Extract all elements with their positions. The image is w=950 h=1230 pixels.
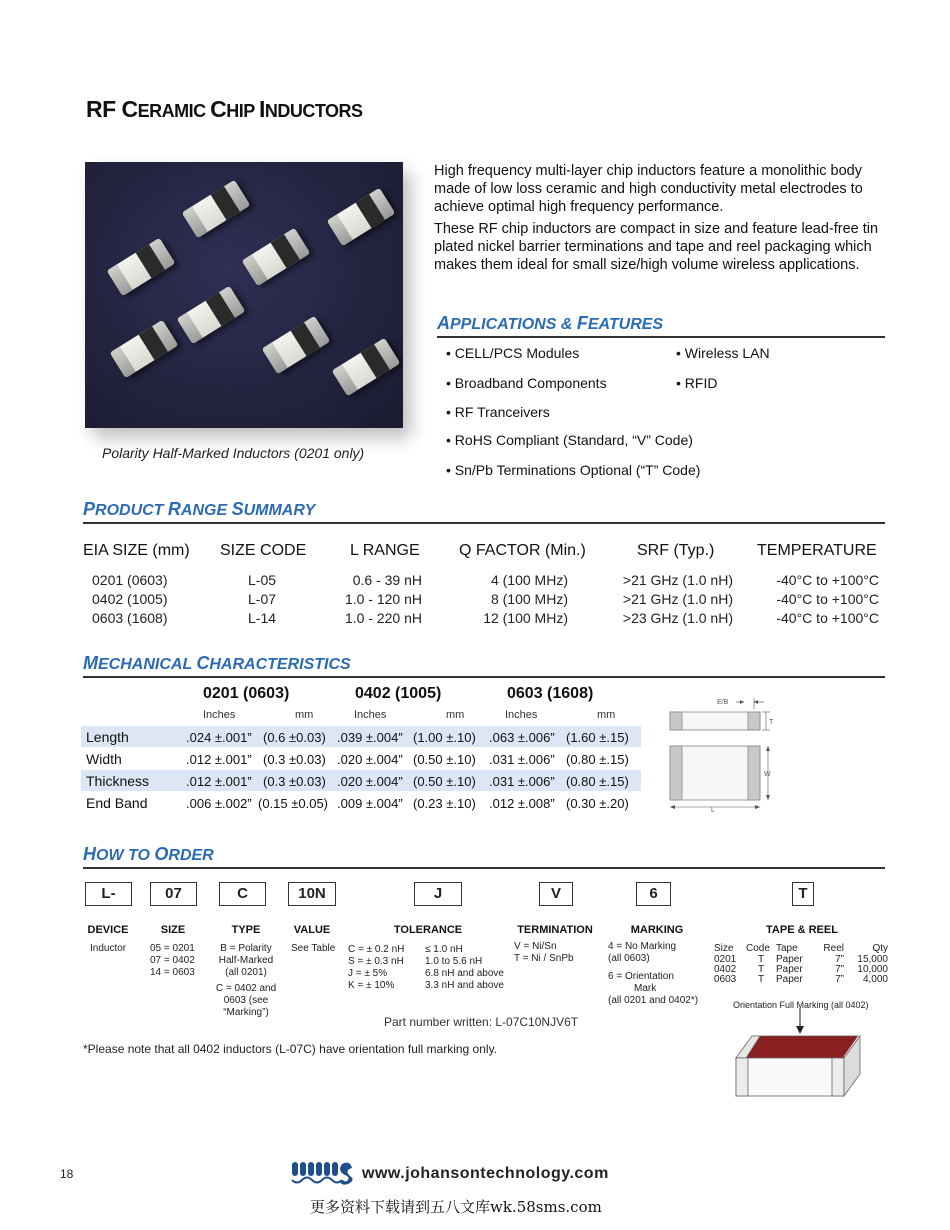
table-cell: (0.80 ±.15) bbox=[566, 774, 629, 789]
feature-item: • RFID bbox=[676, 375, 718, 391]
table-cell: .012 ±.008” bbox=[489, 796, 555, 811]
order-heading: HOW TO ORDER bbox=[83, 844, 214, 864]
unit-label: mm bbox=[295, 709, 314, 721]
unit-label: Inches bbox=[505, 709, 538, 721]
column-header: Q FACTOR (Min.) bbox=[459, 542, 586, 559]
table-cell: .009 ±.004” bbox=[337, 796, 403, 811]
order-label: TOLERANCE bbox=[393, 924, 463, 936]
column-header: TEMPERATURE bbox=[757, 542, 877, 559]
diagram-label-t: T bbox=[769, 719, 774, 726]
tape-reel-row: 0402 T Paper 7” 10,000 bbox=[714, 964, 888, 975]
table-cell: >21 GHz (1.0 nH) bbox=[622, 572, 733, 588]
diagram-label-l: L bbox=[711, 807, 715, 814]
section-divider bbox=[437, 336, 885, 338]
table-cell: (0.50 ±.10) bbox=[413, 752, 476, 767]
column-header: L RANGE bbox=[350, 542, 420, 559]
row-label: End Band bbox=[86, 795, 148, 811]
table-cell: (1.00 ±.10) bbox=[413, 730, 476, 745]
chip-image bbox=[262, 316, 330, 374]
table-cell: .020 ±.004” bbox=[337, 774, 403, 789]
tape-reel-row: 0201 T Paper 7” 15,000 bbox=[714, 954, 888, 965]
johanson-logo-icon bbox=[290, 1158, 356, 1190]
chip-image bbox=[182, 180, 250, 238]
row-label: Thickness bbox=[86, 773, 150, 789]
table-cell: 1.0 - 220 nH bbox=[344, 610, 422, 626]
table-cell: .031 ±.006” bbox=[489, 752, 555, 767]
intro-text bbox=[434, 162, 890, 278]
chip-image bbox=[177, 286, 245, 344]
table-cell: (0.3 ±0.03) bbox=[263, 774, 326, 789]
size-header: 0603 (1608) bbox=[507, 685, 594, 702]
size-header: 0201 (0603) bbox=[203, 685, 290, 702]
page-title: RF CERAMIC CHIP INDUCTORS bbox=[86, 96, 363, 122]
table-cell: -40°C to +100°C bbox=[776, 591, 879, 607]
unit-label: Inches bbox=[203, 709, 236, 721]
table-cell: L-07 bbox=[248, 591, 277, 607]
unit-label: mm bbox=[446, 709, 465, 721]
table-cell: 0603 (1608) bbox=[92, 610, 168, 626]
product-photo bbox=[85, 162, 403, 428]
type-codes: B = Polarity Half-Marked (all 0201) C = 0402 and 0603 (see “Marking”) bbox=[215, 943, 277, 1018]
section-divider bbox=[83, 867, 885, 869]
unit-label: Inches bbox=[354, 709, 387, 721]
table-cell: (0.30 ±.20) bbox=[566, 796, 629, 811]
part-number-example: Part number written: L-07C10NJV6T bbox=[384, 1015, 579, 1029]
order-label: DEVICE bbox=[87, 924, 129, 936]
tolerance-codes: C = ± 0.2 nH S = ± 0.3 nH J = ± 5% K = ± 10% bbox=[348, 944, 405, 991]
table-cell: .039 ±.004” bbox=[337, 730, 403, 745]
table-cell: 0.6 - 39 nH bbox=[352, 572, 422, 588]
feature-item: • CELL/PCS Modules bbox=[446, 345, 580, 361]
marking-codes: 4 = No Marking (all 0603) 6 = Orientation Mark (all 0201 and 0402*) bbox=[608, 941, 699, 1006]
code-box-type: C bbox=[219, 882, 266, 906]
table-cell: (0.23 ±.10) bbox=[413, 796, 476, 811]
code-box-marking: 6 bbox=[636, 882, 671, 906]
table-cell: .012 ±.001” bbox=[186, 752, 252, 767]
intro-paragraph: High frequency multi-layer chip inductors feature a monolithic body made of low loss ceramic and high conductivity metal electrodes to achieve optimal high frequency performance. bbox=[434, 163, 863, 215]
table-cell: .012 ±.001” bbox=[186, 774, 252, 789]
size-header: 0402 (1005) bbox=[355, 685, 442, 702]
table-cell: L-05 bbox=[248, 572, 277, 588]
value-desc: See Table bbox=[291, 943, 336, 954]
chip-image bbox=[242, 228, 310, 286]
order-label: TYPE bbox=[231, 924, 261, 936]
code-box-size: 07 bbox=[150, 882, 197, 906]
section-divider bbox=[83, 522, 885, 524]
feature-item: • RoHS Compliant (Standard, “V” Code) bbox=[446, 432, 693, 448]
feature-item: • Broadband Components bbox=[446, 375, 607, 391]
chip-image bbox=[327, 188, 395, 246]
feature-item: • Wireless LAN bbox=[676, 345, 770, 361]
photo-caption: Polarity Half-Marked Inductors (0201 only) bbox=[102, 445, 365, 461]
order-label: VALUE bbox=[293, 924, 331, 936]
watermark-text: 更多资料下载请到五八文库wk.58sms.com bbox=[310, 1198, 602, 1216]
table-cell: -40°C to +100°C bbox=[776, 610, 879, 626]
applications-heading: APPLICATIONS & FEATURES bbox=[437, 313, 664, 333]
chip-image bbox=[110, 320, 178, 378]
table-cell: 0402 (1005) bbox=[92, 591, 168, 607]
column-header: SRF (Typ.) bbox=[637, 542, 715, 559]
table-cell: .006 ±.002” bbox=[186, 796, 252, 811]
table-cell: (0.15 ±0.05) bbox=[258, 796, 329, 811]
table-cell: 12 (100 MHz) bbox=[483, 610, 568, 626]
code-box-termination: V bbox=[539, 882, 573, 906]
order-label: TAPE & REEL bbox=[766, 924, 838, 936]
table-cell: (0.6 ±0.03) bbox=[263, 730, 326, 745]
unit-label: mm bbox=[597, 709, 616, 721]
order-label: SIZE bbox=[160, 924, 186, 936]
order-label: MARKING bbox=[630, 924, 684, 936]
device-desc: Inductor bbox=[90, 943, 127, 954]
orientation-chip-diagram bbox=[730, 1008, 870, 1098]
page-number: 18 bbox=[60, 1167, 74, 1181]
table-cell: 4 (100 MHz) bbox=[490, 572, 568, 588]
dimension-diagram bbox=[664, 693, 784, 818]
table-cell: (1.60 ±.15) bbox=[566, 730, 629, 745]
section-divider bbox=[83, 676, 885, 678]
feature-item: • Sn/Pb Terminations Optional (“T” Code) bbox=[446, 462, 701, 478]
column-header: EIA SIZE (mm) bbox=[83, 542, 190, 559]
order-label: TERMINATION bbox=[517, 924, 593, 936]
product-range-heading: PRODUCT RANGE SUMMARY bbox=[83, 499, 316, 519]
diagram-label-eb: E/B bbox=[717, 699, 729, 706]
footer-url[interactable]: www.johansontechnology.com bbox=[362, 1165, 609, 1182]
table-cell: (0.80 ±.15) bbox=[566, 752, 629, 767]
table-cell: 8 (100 MHz) bbox=[490, 591, 568, 607]
table-cell: >21 GHz (1.0 nH) bbox=[622, 591, 733, 607]
table-cell: L-14 bbox=[248, 610, 277, 626]
table-cell: -40°C to +100°C bbox=[776, 572, 879, 588]
intro-paragraph: These RF chip inductors are compact in size and feature lead-free tin plated nickel barrier terminations and tape and reel packaging which makes them ideal for small size/high volume wireless applications. bbox=[434, 221, 879, 273]
code-box-device: L- bbox=[85, 882, 132, 906]
code-box-tolerance: J bbox=[414, 882, 462, 906]
table-cell: .063 ±.006” bbox=[489, 730, 555, 745]
table-cell: .024 ±.001” bbox=[186, 730, 252, 745]
table-cell: 0201 (0603) bbox=[92, 572, 168, 588]
table-cell: .031 ±.006” bbox=[489, 774, 555, 789]
table-cell: 1.0 - 120 nH bbox=[344, 591, 422, 607]
mechanical-heading: MECHANICAL CHARACTERISTICS bbox=[83, 653, 351, 673]
row-label: Width bbox=[86, 751, 122, 767]
column-header: SIZE CODE bbox=[220, 542, 307, 559]
size-codes: 05 = 0201 07 = 0402 14 = 0603 bbox=[150, 943, 195, 978]
table-cell: (0.3 ±0.03) bbox=[263, 752, 326, 767]
orientation-label: Orientation Full Marking (all 0402) bbox=[733, 1000, 869, 1010]
table-cell: (0.50 ±.10) bbox=[413, 774, 476, 789]
feature-item: • RF Tranceivers bbox=[446, 404, 550, 420]
diagram-label-w: W bbox=[764, 771, 771, 778]
chip-image bbox=[332, 338, 400, 396]
chip-image bbox=[107, 238, 175, 296]
tape-reel-row: 0603 T Paper 7” 4,000 bbox=[714, 974, 888, 985]
tape-reel-table bbox=[714, 943, 888, 985]
table-cell: .020 ±.004” bbox=[337, 752, 403, 767]
tolerance-ranges: ≤ 1.0 nH 1.0 to 5.6 nH 6.8 nH and above 3.3 nH and above bbox=[425, 944, 504, 991]
termination-codes: V = Ni/Sn T = Ni / SnPb bbox=[514, 941, 574, 964]
code-box-tape-reel: T bbox=[792, 882, 814, 906]
footnote: *Please note that all 0402 inductors (L-07C) have orientation full marking only. bbox=[83, 1042, 498, 1056]
code-box-value: 10N bbox=[288, 882, 336, 906]
table-cell: >23 GHz (1.0 nH) bbox=[622, 610, 733, 626]
row-label: Length bbox=[86, 729, 129, 745]
tape-reel-header: Size Code Tape Reel Qty bbox=[714, 943, 888, 954]
